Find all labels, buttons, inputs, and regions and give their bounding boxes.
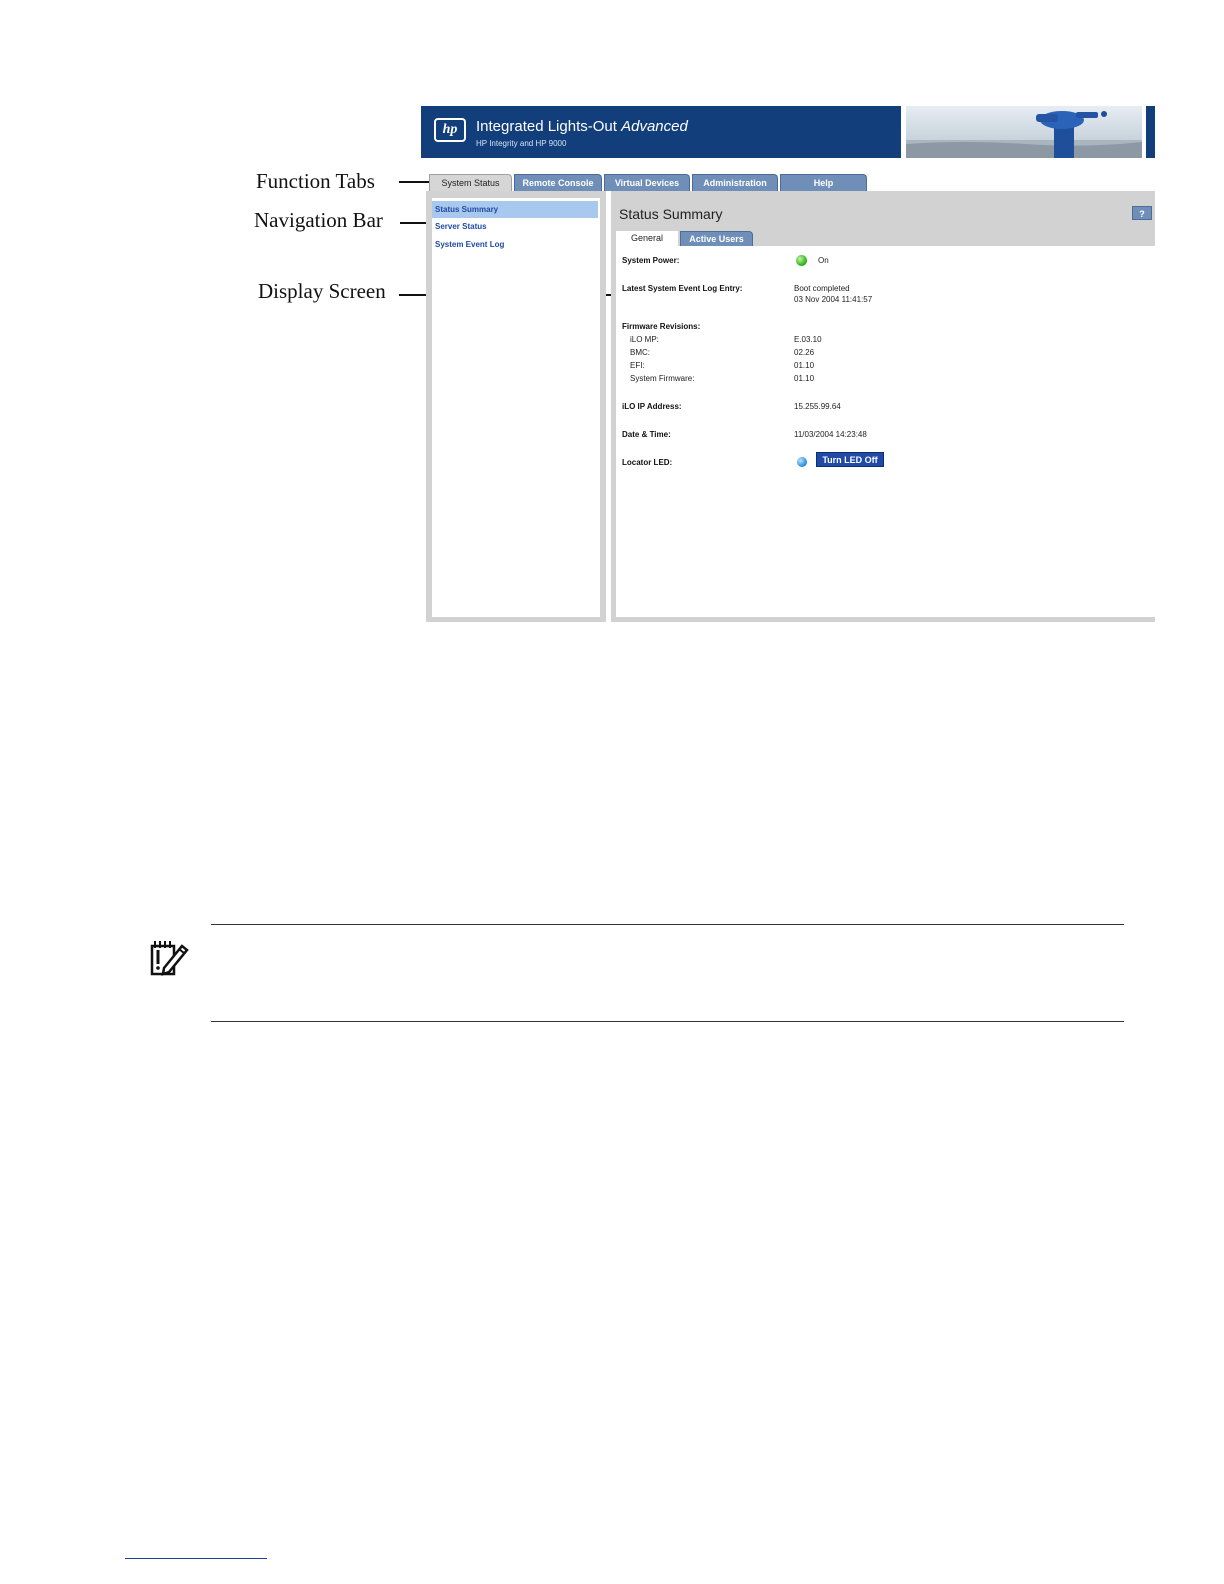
locator-led-icon bbox=[797, 457, 807, 467]
note-top-rule bbox=[211, 924, 1124, 925]
firmware-value-bmc: 02.26 bbox=[794, 348, 815, 357]
nav-item-system-event-log[interactable]: System Event Log bbox=[435, 240, 505, 249]
help-button[interactable]: ? bbox=[1132, 206, 1152, 220]
subtab-general[interactable]: General bbox=[616, 231, 678, 246]
turn-led-off-button[interactable]: Turn LED Off bbox=[816, 452, 884, 467]
ip-address-value: 15.255.99.64 bbox=[794, 402, 841, 411]
firmware-name-bmc: BMC: bbox=[630, 348, 650, 357]
nav-item-server-status[interactable]: Server Status bbox=[435, 222, 487, 231]
callout-navigation-bar: Navigation Bar bbox=[254, 208, 383, 232]
ip-address-label: iLO IP Address: bbox=[622, 402, 682, 411]
footer-link-underline[interactable] bbox=[125, 1558, 267, 1559]
subtab-active-users[interactable]: Active Users bbox=[680, 231, 753, 246]
firmware-value-efi: 01.10 bbox=[794, 361, 815, 370]
app-subtitle: HP Integrity and HP 9000 bbox=[476, 139, 567, 148]
date-time-label: Date & Time: bbox=[622, 430, 671, 439]
firmware-name-efi: EFI: bbox=[630, 361, 645, 370]
system-power-label: System Power: bbox=[622, 256, 680, 265]
page-title: Status Summary bbox=[619, 206, 723, 222]
firmware-label: Firmware Revisions: bbox=[622, 322, 701, 331]
tab-virtual-devices[interactable]: Virtual Devices bbox=[604, 174, 690, 191]
tab-help[interactable]: Help bbox=[780, 174, 867, 191]
hp-logo: hp bbox=[434, 118, 466, 142]
callout-function-tabs: Function Tabs bbox=[256, 169, 375, 193]
leader-line-function-tabs bbox=[399, 181, 432, 183]
firmware-value-ilo-mp: E.03.10 bbox=[794, 335, 822, 344]
date-time-value: 11/03/2004 14:23:48 bbox=[794, 430, 867, 439]
power-status-led-icon bbox=[796, 255, 807, 266]
event-log-entry: Boot completed bbox=[794, 284, 850, 293]
event-log-timestamp: 03 Nov 2004 11:41:57 bbox=[794, 295, 873, 304]
system-power-value: On bbox=[818, 256, 829, 265]
navigation-bar bbox=[432, 198, 600, 617]
firmware-name-system-firmware: System Firmware: bbox=[630, 374, 695, 383]
nav-item-status-summary[interactable]: Status Summary bbox=[432, 201, 598, 218]
firmware-name-ilo-mp: iLO MP: bbox=[630, 335, 659, 344]
locator-led-label: Locator LED: bbox=[622, 458, 673, 467]
banner-edge bbox=[1146, 106, 1155, 158]
tab-system-status[interactable]: System Status bbox=[429, 174, 512, 191]
callout-display-screen: Display Screen bbox=[258, 279, 386, 303]
app-title: Integrated Lights-Out Advanced bbox=[476, 118, 688, 135]
event-log-label: Latest System Event Log Entry: bbox=[622, 284, 743, 293]
note-bottom-rule bbox=[211, 1021, 1124, 1022]
firmware-value-system-firmware: 01.10 bbox=[794, 374, 815, 383]
tab-remote-console[interactable]: Remote Console bbox=[514, 174, 602, 191]
banner-photo-telescope bbox=[906, 106, 1142, 158]
important-note-icon bbox=[148, 938, 190, 978]
display-screen bbox=[616, 246, 1155, 617]
tab-administration[interactable]: Administration bbox=[692, 174, 778, 191]
